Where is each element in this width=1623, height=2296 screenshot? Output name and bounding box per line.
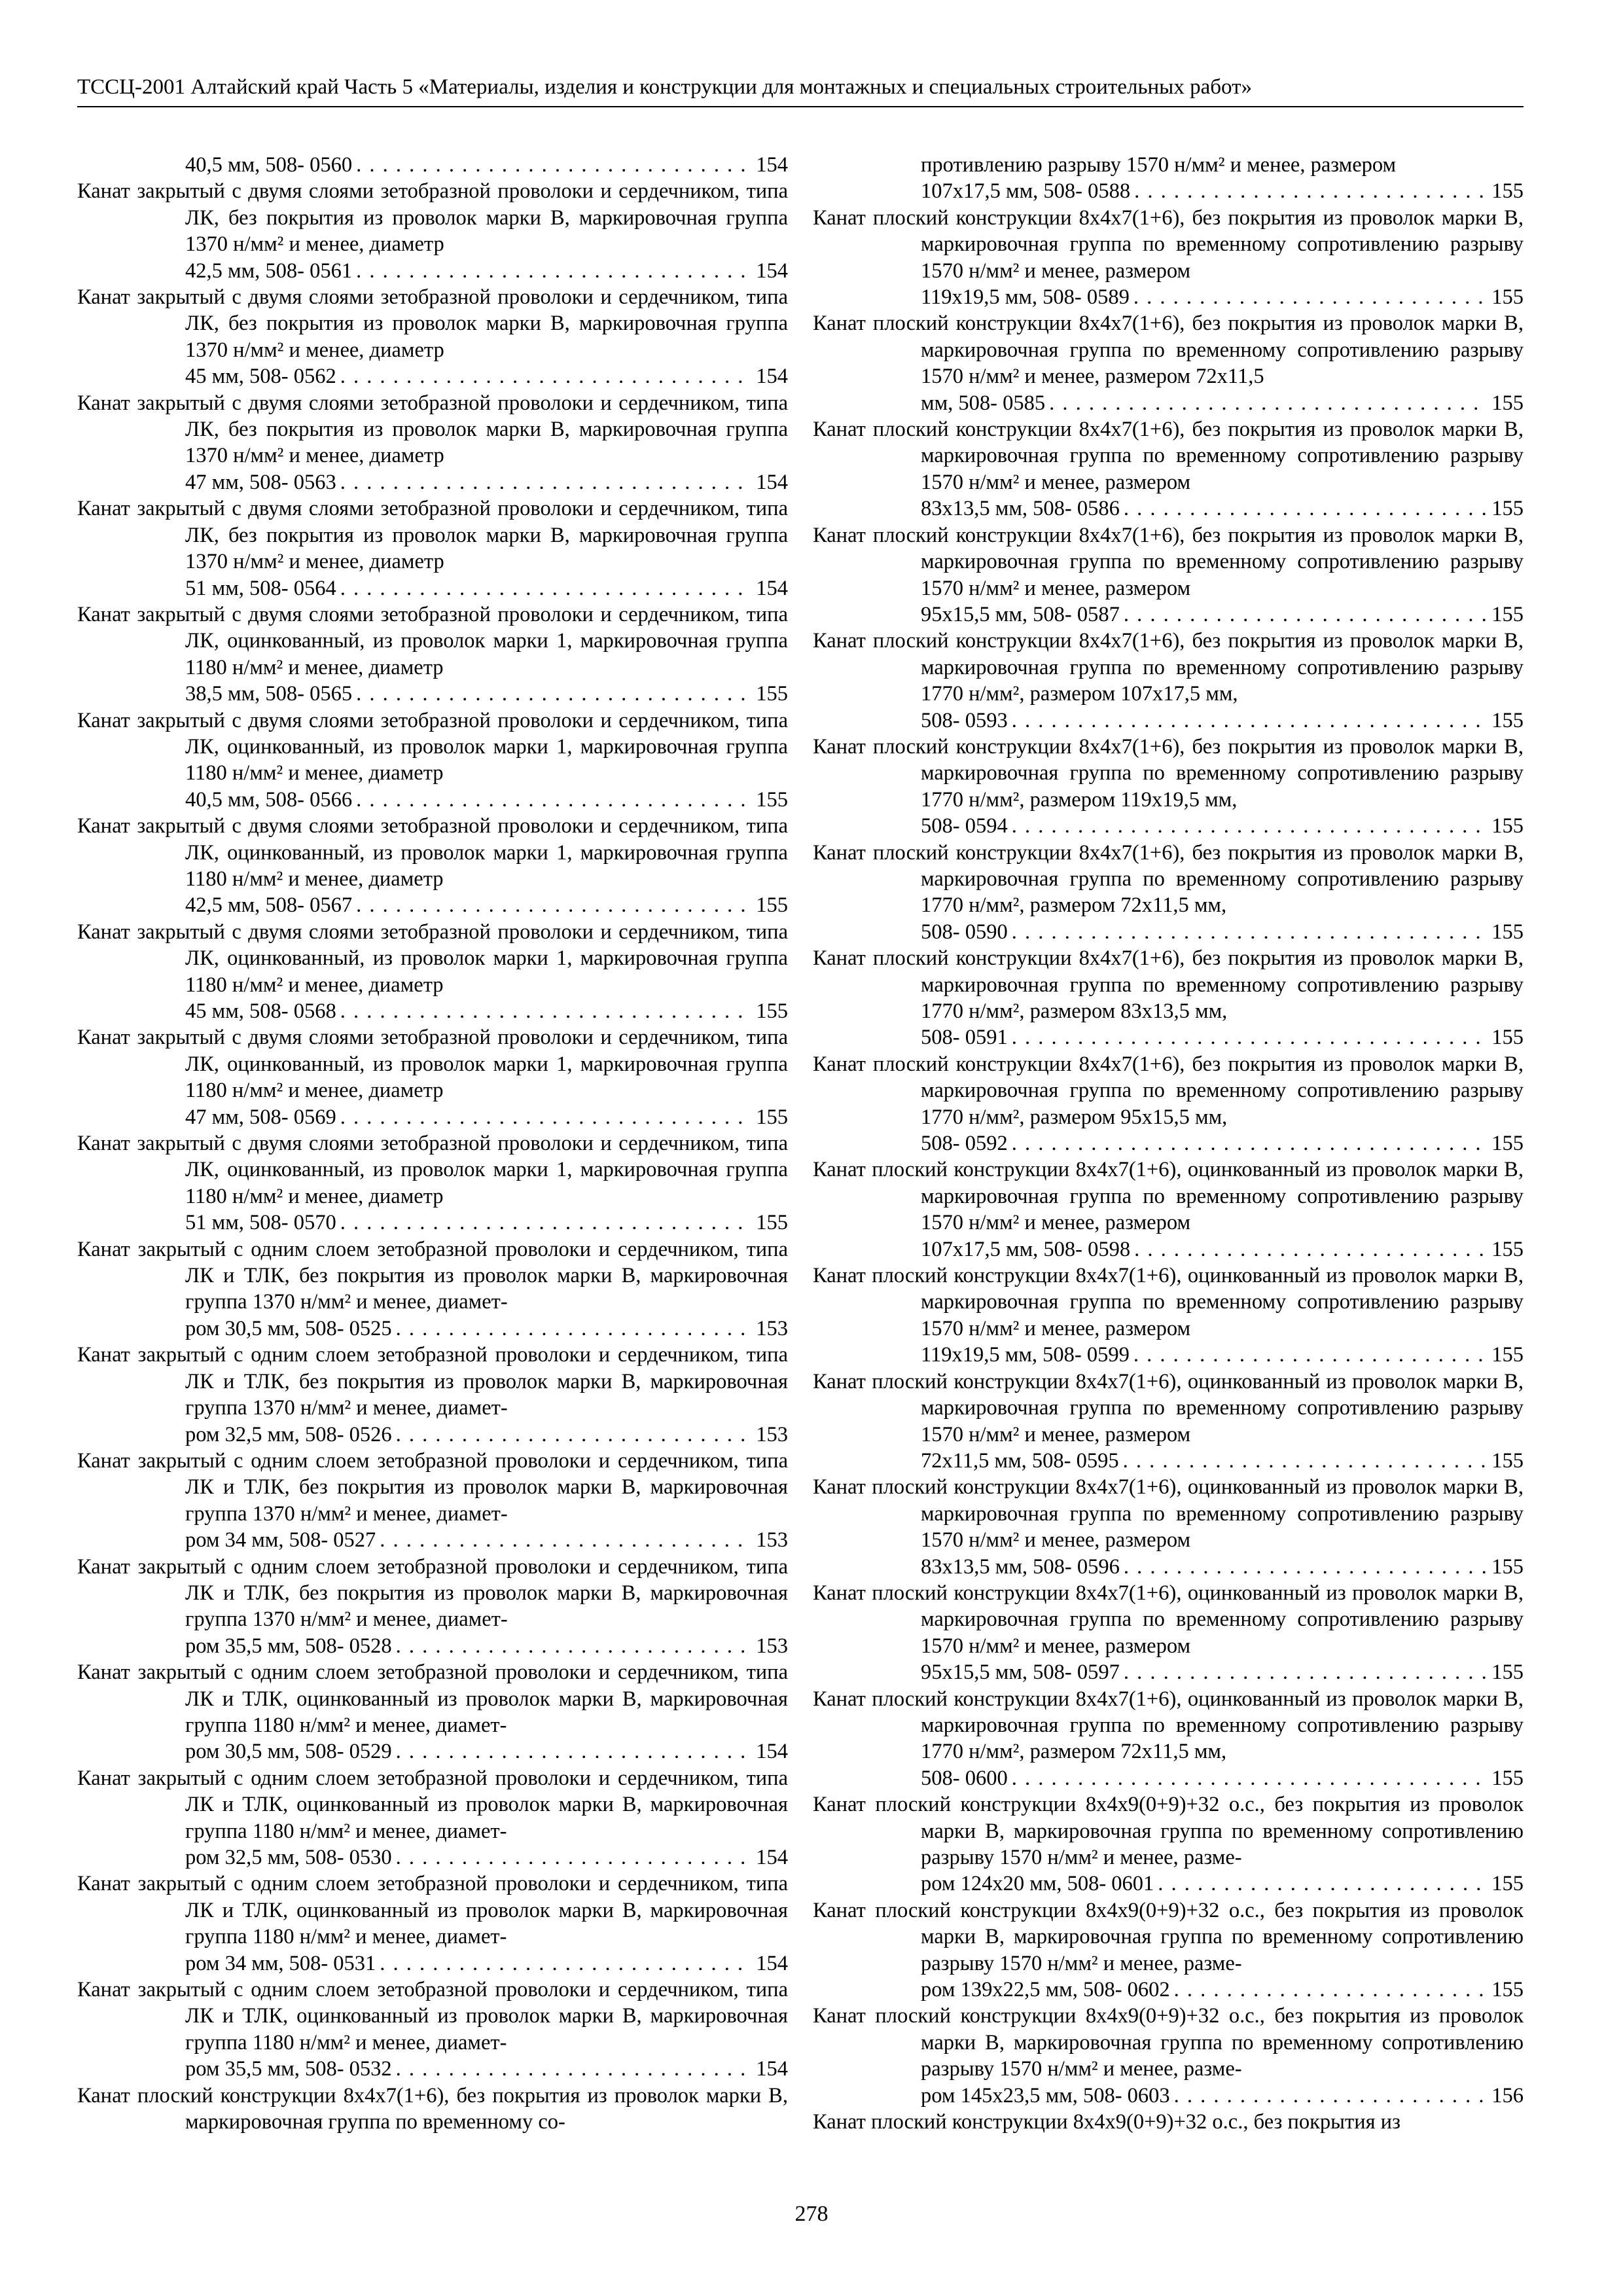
entry-page: 155: [1491, 1237, 1524, 1261]
index-entry: [813, 522, 1524, 628]
entry-code: ром 32,5 мм, 508- 0530: [185, 1846, 392, 1869]
index-entry: [813, 310, 1524, 416]
entry-text: Канат закрытый с одним слоем зетобразной проволоки и сердечником, типа ЛК и ТЛК, без покрытия из проволок марки В, маркировочная группа 1370 н/мм² и менее, диамет-: [77, 1554, 788, 1632]
dot-leader: [396, 1844, 753, 1871]
index-entry-continuation: [77, 152, 788, 178]
entry-code: 45 мм, 508- 0562: [185, 365, 336, 389]
index-entry-continuation: [813, 152, 1524, 205]
dot-leader: [380, 1950, 752, 1977]
index-entry: [813, 840, 1524, 946]
index-entry: [813, 1580, 1524, 1686]
entry-text: Канат закрытый с двумя слоями зетобразной проволоки и сердечником, типа ЛК, оцинкованный, из проволок марки 1, маркировочная группа 1180 н/мм² и менее, диаметр: [77, 814, 788, 891]
entry-reference: [185, 1633, 788, 1659]
index-entry: [77, 1554, 788, 1660]
entry-text: Канат закрытый с двумя слоями зетобразной проволоки и сердечником, типа ЛК, оцинкованный, из проволок марки 1, маркировочная группа 1180 н/мм² и менее, диаметр: [77, 1132, 788, 1208]
entry-code: 51 мм, 508- 0564: [185, 576, 336, 600]
entry-reference: [185, 363, 788, 389]
entry-reference: [921, 601, 1524, 628]
entry-code: 45 мм, 508- 0568: [185, 999, 336, 1023]
entry-text: Канат закрытый с двумя слоями зетобразной проволоки и сердечником, типа ЛК, без покрытия из проволок марки В, маркировочная группа 1370 н/мм² и менее, диаметр: [77, 285, 788, 362]
entry-reference: [921, 1871, 1524, 1897]
entry-reference: [921, 495, 1524, 522]
entry-page: 155: [1491, 602, 1524, 626]
index-entry: [813, 416, 1524, 522]
dot-leader: [396, 1316, 753, 1342]
dot-leader: [356, 681, 752, 707]
entry-page: 154: [756, 576, 788, 600]
index-entry: [813, 2003, 1524, 2109]
entry-code: ром 124х20 мм, 508- 0601: [921, 1872, 1154, 1896]
entry-code: 40,5 мм, 508- 0560: [185, 153, 353, 177]
index-entry: [813, 1157, 1524, 1263]
entry-code: 107х17,5 мм, 508- 0598: [921, 1237, 1131, 1261]
dot-leader: [356, 787, 752, 813]
entry-text: Канат плоский конструкции 8х4х7(1+6), без покрытия из проволок марки В, маркировочная группа по временному сопротивлению разрыву 1570 н/мм² и менее, размером: [813, 206, 1524, 283]
index-entry: [77, 813, 788, 919]
dot-leader: [340, 998, 753, 1024]
entry-page: 155: [1491, 1872, 1524, 1896]
entry-reference: [921, 1554, 1524, 1580]
index-entry: [77, 1659, 788, 1765]
entry-page: 155: [1491, 1978, 1524, 2002]
entry-code: 40,5 мм, 508- 0566: [185, 787, 353, 812]
entry-text: Канат плоский конструкции 8х4х9(0+9)+32 о.с., без покрытия из проволок марки В, маркировочная группа по временному сопротивлению разрыву 1570 н/мм² и менее, разме-: [813, 1793, 1524, 1869]
dot-leader: [396, 1633, 753, 1659]
entry-reference: [185, 152, 788, 178]
entry-page: 155: [756, 893, 788, 918]
entry-page: 155: [1491, 1132, 1524, 1156]
entry-reference: [185, 1210, 788, 1236]
dot-leader: [340, 1210, 753, 1236]
index-entry: [77, 1871, 788, 1977]
entry-text: Канат плоский конструкции 8х4х7(1+6), без покрытия из проволок марки В, маркировочная группа по временному сопротивлению разрыву 1770 н/мм², размером 83х13,5 мм,: [813, 946, 1524, 1023]
entry-reference: [185, 681, 788, 707]
dot-leader: [1124, 1554, 1488, 1580]
entry-code: 83х13,5 мм, 508- 0596: [921, 1554, 1120, 1579]
index-entry: [813, 1474, 1524, 1580]
entry-code: ром 35,5 мм, 508- 0528: [185, 1634, 392, 1658]
entry-reference: [185, 1104, 788, 1130]
index-entry: [813, 734, 1524, 840]
entry-reference: [185, 998, 788, 1024]
dot-leader: [396, 2056, 753, 2082]
entry-page: 155: [1491, 920, 1524, 944]
dot-leader: [380, 1527, 752, 1553]
entry-reference: [921, 1977, 1524, 2003]
entry-text: Канат плоский конструкции 8х4х7(1+6), без покрытия из проволок марки В, маркировочная группа по временному сопротивлению разрыву 1570 н/мм² и менее, размером: [813, 418, 1524, 494]
entry-text: Канат плоский конструкции 8х4х7(1+6), оцинкованный из проволок марки В, маркировочная группа по временному сопротивлению разрыву 1570 н/мм² и менее, размером: [813, 1581, 1524, 1658]
entry-text: Канат плоский конструкции 8х4х7(1+6), оцинкованный из проволок марки В, маркировочная группа по временному сопротивлению разрыву 1570 н/мм² и менее, размером: [813, 1264, 1524, 1340]
dot-leader: [1124, 601, 1488, 628]
dot-leader: [1012, 1765, 1488, 1791]
index-entry: [77, 708, 788, 814]
dot-leader: [1158, 1871, 1488, 1897]
entry-page: 153: [756, 1422, 788, 1446]
entry-text: Канат закрытый с одним слоем зетобразной проволоки и сердечником, типа ЛК и ТЛК, оцинкованный из проволок марки В, маркировочная группа 1180 н/мм² и менее, диамет-: [77, 1660, 788, 1737]
dot-leader: [1123, 1448, 1488, 1474]
entry-reference: [921, 708, 1524, 734]
entry-reference: [921, 1765, 1524, 1791]
index-entry: [813, 628, 1524, 734]
index-entry: [77, 1765, 788, 1871]
entry-code: 47 мм, 508- 0569: [185, 1105, 336, 1129]
dot-leader: [1049, 390, 1488, 416]
entry-reference: [185, 1950, 788, 1977]
entry-text: Канат закрытый с одним слоем зетобразной проволоки и сердечником, типа ЛК и ТЛК, без покрытия из проволок марки В, маркировочная группа 1370 н/мм² и менее, диамет-: [77, 1237, 788, 1314]
entry-page: 154: [756, 2057, 788, 2081]
dot-leader: [1133, 284, 1488, 310]
entry-code: 51 мм, 508- 0570: [185, 1211, 336, 1235]
entry-page: 155: [1491, 708, 1524, 732]
entry-code: 119х19,5 мм, 508- 0589: [921, 285, 1130, 310]
dot-leader: [396, 1738, 753, 1765]
entry-text: Канат плоский конструкции 8х4х7(1+6), без покрытия из проволок марки В, маркировочная группа по временному сопротивлению разрыву 1770 н/мм², размером 72х11,5 мм,: [813, 840, 1524, 918]
entry-code: 508- 0591: [921, 1026, 1008, 1050]
entry-reference: [185, 2056, 788, 2082]
dot-leader: [1012, 919, 1488, 945]
entry-reference: [185, 892, 788, 918]
dot-leader: [1133, 1342, 1488, 1368]
entry-reference: [185, 1844, 788, 1871]
entry-text: Канат плоский конструкции 8х4х7(1+6), оцинкованный из проволок марки В, маркировочная группа по временному сопротивлению разрыву 1570 н/мм² и менее, размером: [813, 1158, 1524, 1235]
entry-text: Канат закрытый с двумя слоями зетобразной проволоки и сердечником, типа ЛК, оцинкованный, из проволок марки 1, маркировочная группа 1180 н/мм² и менее, диаметр: [77, 708, 788, 785]
entry-page: 155: [1491, 497, 1524, 521]
entry-page: 155: [1491, 391, 1524, 415]
entry-page: 155: [1491, 179, 1524, 204]
entry-code: 72х11,5 мм, 508- 0595: [921, 1448, 1119, 1473]
entry-reference: [921, 390, 1524, 416]
dot-leader: [1012, 1024, 1488, 1050]
entry-code: 38,5 мм, 508- 0565: [185, 682, 353, 706]
entry-code: ром 32,5 мм, 508- 0526: [185, 1422, 392, 1446]
entry-code: 95х15,5 мм, 508- 0587: [921, 602, 1120, 626]
entry-code: 95х15,5 мм, 508- 0597: [921, 1660, 1120, 1685]
dot-leader: [396, 1422, 753, 1448]
entry-text: Канат плоский конструкции 8х4х7(1+6), без покрытия из проволок марки В, маркировочная группа по временному сопротивлению разрыву 1770 н/мм², размером 95х15,5 мм,: [813, 1052, 1524, 1129]
entry-text: противлению разрыву 1570 н/мм² и менее, размером: [921, 153, 1397, 177]
dot-leader: [1012, 1130, 1488, 1157]
entry-code: 42,5 мм, 508- 0567: [185, 893, 353, 918]
dot-leader: [1134, 178, 1488, 204]
entry-text: Канат плоский конструкции 8х4х7(1+6), оцинкованный из проволок марки В, маркировочная группа по временному сопротивлению разрыву 1570 н/мм² и менее, размером: [813, 1475, 1524, 1552]
entry-code: мм, 508- 0585: [921, 391, 1046, 415]
entry-page: 154: [756, 153, 788, 177]
entry-code: ром 30,5 мм, 508- 0529: [185, 1740, 392, 1764]
entry-reference: [185, 787, 788, 813]
entry-reference: [185, 575, 788, 601]
entry-code: 508- 0594: [921, 814, 1008, 838]
entry-reference: [921, 178, 1524, 204]
index-entry: [77, 284, 788, 390]
entry-text: Канат плоский конструкции 8х4х7(1+6), без покрытия из проволок марки В, маркировочная группа по временному сопротивлению разрыву 1570 н/мм² и менее, размером: [813, 523, 1524, 600]
entry-code: ром 139х22,5 мм, 508- 0602: [921, 1978, 1170, 2002]
entry-code: 508- 0593: [921, 708, 1008, 732]
entry-reference: [921, 1342, 1524, 1368]
entry-code: ром 30,5 мм, 508- 0525: [185, 1316, 392, 1340]
entry-page: 155: [1491, 1766, 1524, 1790]
entry-code: 508- 0592: [921, 1132, 1008, 1156]
entry-reference: [921, 1130, 1524, 1157]
index-entry: [813, 945, 1524, 1051]
entry-text: Канат закрытый с одним слоем зетобразной проволоки и сердечником, типа ЛК и ТЛК, оцинкованный из проволок марки В, маркировочная группа 1180 н/мм² и менее, диамет-: [77, 1766, 788, 1843]
index-entry: [813, 1686, 1524, 1792]
entry-reference: [921, 1236, 1524, 1263]
entry-page: 155: [756, 682, 788, 706]
entry-code: ром 35,5 мм, 508- 0532: [185, 2057, 392, 2081]
dot-leader: [356, 892, 752, 918]
dot-leader: [1124, 1659, 1488, 1685]
entry-text: Канат закрытый с одним слоем зетобразной проволоки и сердечником, типа ЛК и ТЛК, без покрытия из проволок марки В, маркировочная группа 1370 н/мм² и менее, диамет-: [77, 1343, 788, 1420]
entry-text: Канат плоский конструкции 8х4х7(1+6), без покрытия из проволок марки В, маркировочная группа по временному сопротивлению разрыву 1770 н/мм², размером 119х19,5 мм,: [813, 734, 1524, 812]
dot-leader: [340, 575, 753, 601]
entry-code: 107х17,5 мм, 508- 0588: [921, 179, 1131, 204]
entry-text: Канат плоский конструкции 8х4х7(1+6), оцинкованный из проволок марки В, маркировочная группа по временному сопротивлению разрыву 1570 н/мм² и менее, размером: [813, 1369, 1524, 1446]
entry-text: Канат плоский конструкции 8х4х7(1+6), без покрытия из проволок марки В, маркировочная группа по временному сопротивлению разрыву 1770 н/мм², размером 107х17,5 мм,: [813, 629, 1524, 706]
entry-page: 153: [756, 1634, 788, 1658]
entry-page: 155: [756, 1105, 788, 1129]
index-entry: [77, 495, 788, 601]
dot-leader: [1012, 708, 1488, 734]
entry-text: Канат плоский конструкции 8х4х7(1+6), оцинкованный из проволок марки В, маркировочная группа по временному сопротивлению разрыву 1770 н/мм², размером 72х11,5 мм,: [813, 1687, 1524, 1764]
entry-reference: [921, 1024, 1524, 1050]
index-entry: [813, 1897, 1524, 2003]
index-entry: [813, 1051, 1524, 1157]
entry-page: 155: [1491, 1660, 1524, 1685]
entry-text: Канат закрытый с двумя слоями зетобразной проволоки и сердечником, типа ЛК, без покрытия из проволок марки В, маркировочная группа 1370 н/мм² и менее, диаметр: [77, 179, 788, 257]
entry-code: ром 34 мм, 508- 0527: [185, 1528, 376, 1552]
page-number: 278: [794, 2202, 829, 2226]
entry-code: ром 145х23,5 мм, 508- 0603: [921, 2083, 1170, 2108]
index-entry: [77, 1130, 788, 1236]
entry-reference: [921, 813, 1524, 839]
entry-reference: [185, 1316, 788, 1342]
entry-page: 155: [1491, 1554, 1524, 1579]
entry-page: 155: [756, 787, 788, 812]
entry-text: Канат закрытый с двумя слоями зетобразной проволоки и сердечником, типа ЛК, оцинкованный, из проволок марки 1, маркировочная группа 1180 н/мм² и менее, диаметр: [77, 920, 788, 997]
entry-code: 508- 0600: [921, 1766, 1008, 1790]
index-entry: [77, 390, 788, 496]
entry-reference: [921, 284, 1524, 310]
index-entry: [77, 1236, 788, 1342]
dot-leader: [1134, 1236, 1488, 1263]
index-entry: [77, 601, 788, 708]
entry-text: Канат закрытый с одним слоем зетобразной проволоки и сердечником, типа ЛК и ТЛК, оцинкованный из проволок марки В, маркировочная группа 1180 н/мм² и менее, диамет-: [77, 1978, 788, 2054]
index-entry: [813, 1791, 1524, 1897]
dot-leader: [340, 469, 753, 495]
entry-page: 155: [1491, 1026, 1524, 1050]
index-entry-trailing: [77, 2083, 788, 2136]
entry-text: Канат закрытый с двумя слоями зетобразной проволоки и сердечником, типа ЛК, оцинкованный, из проволок марки 1, маркировочная группа 1180 н/мм² и менее, диаметр: [77, 1026, 788, 1103]
entry-reference: [185, 258, 788, 284]
index-entry: [77, 919, 788, 1025]
entry-page: 155: [756, 1211, 788, 1235]
entry-page: 154: [756, 259, 788, 283]
index-entry: [77, 1342, 788, 1448]
entry-text: Канат закрытый с двумя слоями зетобразной проволоки и сердечником, типа ЛК, без покрытия из проволок марки В, маркировочная группа 1370 н/мм² и менее, диаметр: [77, 391, 788, 468]
entry-page: 154: [756, 1740, 788, 1764]
dot-leader: [340, 1104, 753, 1130]
entry-page: 155: [1491, 1343, 1524, 1367]
entry-reference: [921, 2083, 1524, 2109]
index-column-left: [77, 152, 788, 2135]
entry-page: 154: [756, 1951, 788, 1975]
dot-leader: [1012, 813, 1488, 839]
entry-text: Канат закрытый с двумя слоями зетобразной проволоки и сердечником, типа ЛК, без покрытия из проволок марки В, маркировочная группа 1370 н/мм² и менее, диаметр: [77, 497, 788, 574]
entry-text: Канат плоский конструкции 8х4х7(1+6), без покрытия из проволок марки В, маркировочная группа по временному сопротивлению разрыву 1570 н/мм² и менее, размером 72х11,5: [813, 312, 1524, 389]
dot-leader: [1174, 1977, 1488, 2003]
dot-leader: [340, 363, 753, 389]
entry-page: 153: [756, 1316, 788, 1340]
entry-reference: [921, 1659, 1524, 1685]
index-entry: [77, 178, 788, 284]
entry-code: 119х19,5 мм, 508- 0599: [921, 1343, 1130, 1367]
dot-leader: [1174, 2083, 1488, 2109]
entry-page: 154: [756, 365, 788, 389]
entry-reference: [185, 1738, 788, 1765]
dot-leader: [356, 258, 752, 284]
entry-page: 155: [1491, 285, 1524, 310]
entry-page: 155: [756, 999, 788, 1023]
entry-code: 47 мм, 508- 0563: [185, 470, 336, 494]
dot-leader: [1124, 495, 1488, 522]
index-entry: [77, 1977, 788, 2083]
dot-leader: [356, 152, 752, 178]
entry-text: Канат плоский конструкции 8х4х9(0+9)+32 о.с., без покрытия из проволок марки В, маркировочная группа по временному сопротивлению разрыву 1570 н/мм² и менее, разме-: [813, 1898, 1524, 1975]
entry-reference: [185, 469, 788, 495]
entry-code: 83х13,5 мм, 508- 0586: [921, 497, 1120, 521]
entry-text: Канат закрытый с одним слоем зетобразной проволоки и сердечником, типа ЛК и ТЛК, оцинкованный из проволок марки В, маркировочная группа 1180 н/мм² и менее, диамет-: [77, 1872, 788, 1949]
entry-reference: [921, 919, 1524, 945]
entry-code: 508- 0590: [921, 920, 1008, 944]
entry-text: Канат плоский конструкции 8х4х7(1+6), без покрытия из проволок марки В, маркировочная группа по временному со-: [77, 2083, 788, 2134]
index-entry: [813, 205, 1524, 311]
entry-text: Канат закрытый с двумя слоями зетобразной проволоки и сердечником, типа ЛК, оцинкованный, из проволок марки 1, маркировочная группа 1180 н/мм² и менее, диаметр: [77, 602, 788, 679]
entry-code: 42,5 мм, 508- 0561: [185, 259, 353, 283]
index-column-right: [813, 152, 1524, 2135]
index-entry: [813, 1263, 1524, 1369]
entry-text: Канат закрытый с одним слоем зетобразной проволоки и сердечником, типа ЛК и ТЛК, без покрытия из проволок марки В, маркировочная группа 1370 н/мм² и менее, диамет-: [77, 1448, 788, 1526]
index-entry: [813, 1369, 1524, 1475]
entry-text: Канат плоский конструкции 8х4х9(0+9)+32 о.с., без покрытия из: [813, 2110, 1400, 2134]
entry-code: ром 34 мм, 508- 0531: [185, 1951, 376, 1975]
running-header: ТССЦ-2001 Алтайский край Часть 5 «Материалы, изделия и конструкции для монтажных и специальных строительных работ»: [77, 72, 1524, 107]
entry-text: Канат плоский конструкции 8х4х9(0+9)+32 о.с., без покрытия из проволок марки В, маркировочная группа по временному сопротивлению разрыву 1570 н/мм² и менее, разме-: [813, 2004, 1524, 2081]
entry-reference: [185, 1527, 788, 1553]
entry-reference: [921, 1448, 1524, 1474]
entry-page: 155: [1491, 1448, 1524, 1473]
entry-page: 154: [756, 1846, 788, 1869]
entry-page: 154: [756, 470, 788, 494]
entry-page: 155: [1491, 814, 1524, 838]
entry-reference: [185, 1422, 788, 1448]
entry-page: 156: [1491, 2083, 1524, 2108]
index-entry-trailing: [813, 2109, 1524, 2135]
entry-page: 153: [756, 1528, 788, 1552]
index-entry: [77, 1448, 788, 1554]
index-entry: [77, 1024, 788, 1130]
